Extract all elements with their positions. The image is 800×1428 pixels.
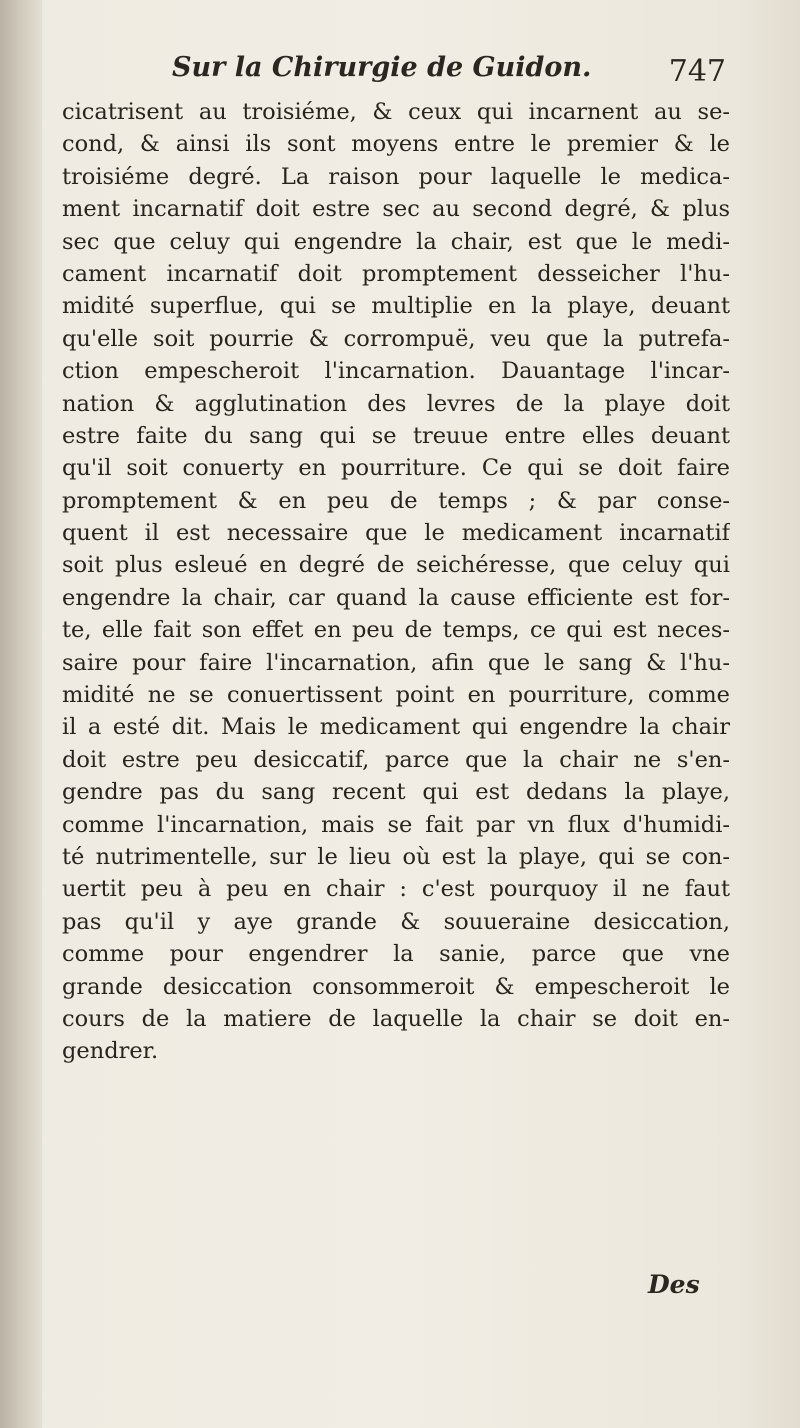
text-line: midité superflue, qui se multiplie en la playe, deuant: [62, 293, 730, 320]
text-line: saire pour faire l'incarnation, afin que le sang & l'hu-: [62, 649, 730, 676]
page-header: [60, 52, 740, 92]
text-line: cond, & ainsi ils sont moyens entre le premier & le: [62, 131, 730, 158]
text-line: ction empescheroit l'incarnation. Dauantage l'incar-: [62, 358, 730, 385]
text-line: qu'il soit conuerty en pourriture. Ce qui se doit faire: [62, 455, 730, 482]
text-line: qu'elle soit pourrie & corrompuë, veu que la putrefa-: [62, 325, 730, 352]
text-line: promptement & en peu de temps ; & par conse-: [62, 487, 730, 514]
text-line: té nutrimentelle, sur le lieu où est la playe, qui se con-: [62, 843, 730, 870]
page-number: 747: [668, 54, 726, 89]
text-line: uertit peu à peu en chair : c'est pourquoy il ne faut: [62, 876, 730, 903]
text-line: cament incarnatif doit promptement desseicher l'hu-: [62, 260, 730, 287]
text-line: estre faite du sang qui se treuue entre elles deuant: [62, 422, 730, 449]
body-text: [62, 96, 730, 1068]
text-line: engendre la chair, car quand la cause efficiente est for-: [62, 584, 730, 611]
text-line: doit estre peu desiccatif, parce que la chair ne s'en-: [62, 746, 730, 773]
text-line: midité ne se conuertissent point en pourriture, comme: [62, 682, 730, 709]
text-line: quent il est necessaire que le medicament incarnatif: [62, 520, 730, 547]
text-line: nation & agglutination des levres de la playe doit: [62, 390, 730, 417]
text-line: gendrer.: [62, 1038, 159, 1065]
text-line: soit plus esleué en degré de seichéresse, que celuy qui: [62, 552, 730, 579]
text-line: te, elle fait son effet en peu de temps, ce qui est neces-: [62, 617, 730, 644]
text-line: comme pour engendrer la sanie, parce que vne: [62, 941, 730, 968]
running-title: Sur la Chirurgie de Guidon.: [172, 52, 592, 83]
text-line: comme l'incarnation, mais se fait par vn flux d'humidi-: [62, 811, 730, 838]
page-gutter: [0, 0, 42, 1428]
text-line: troisiéme degré. La raison pour laquelle le medica-: [62, 163, 730, 190]
text-line: gendre pas du sang recent qui est dedans la playe,: [62, 779, 730, 806]
text-line: pas qu'il y aye grande & souueraine desiccation,: [62, 908, 730, 935]
text-line: grande desiccation consommeroit & empescheroit le: [62, 973, 730, 1000]
catchword: Des: [648, 1270, 700, 1299]
text-line: cicatrisent au troisiéme, & ceux qui incarnent au se-: [62, 99, 730, 125]
text-line: cours de la matiere de laquelle la chair se doit en-: [62, 1005, 730, 1032]
text-line: il a esté dit. Mais le medicament qui engendre la chair: [62, 714, 730, 741]
text-line: sec que celuy qui engendre la chair, est que le medi-: [62, 228, 730, 255]
text-line: ment incarnatif doit estre sec au second degré, & plus: [62, 196, 730, 223]
